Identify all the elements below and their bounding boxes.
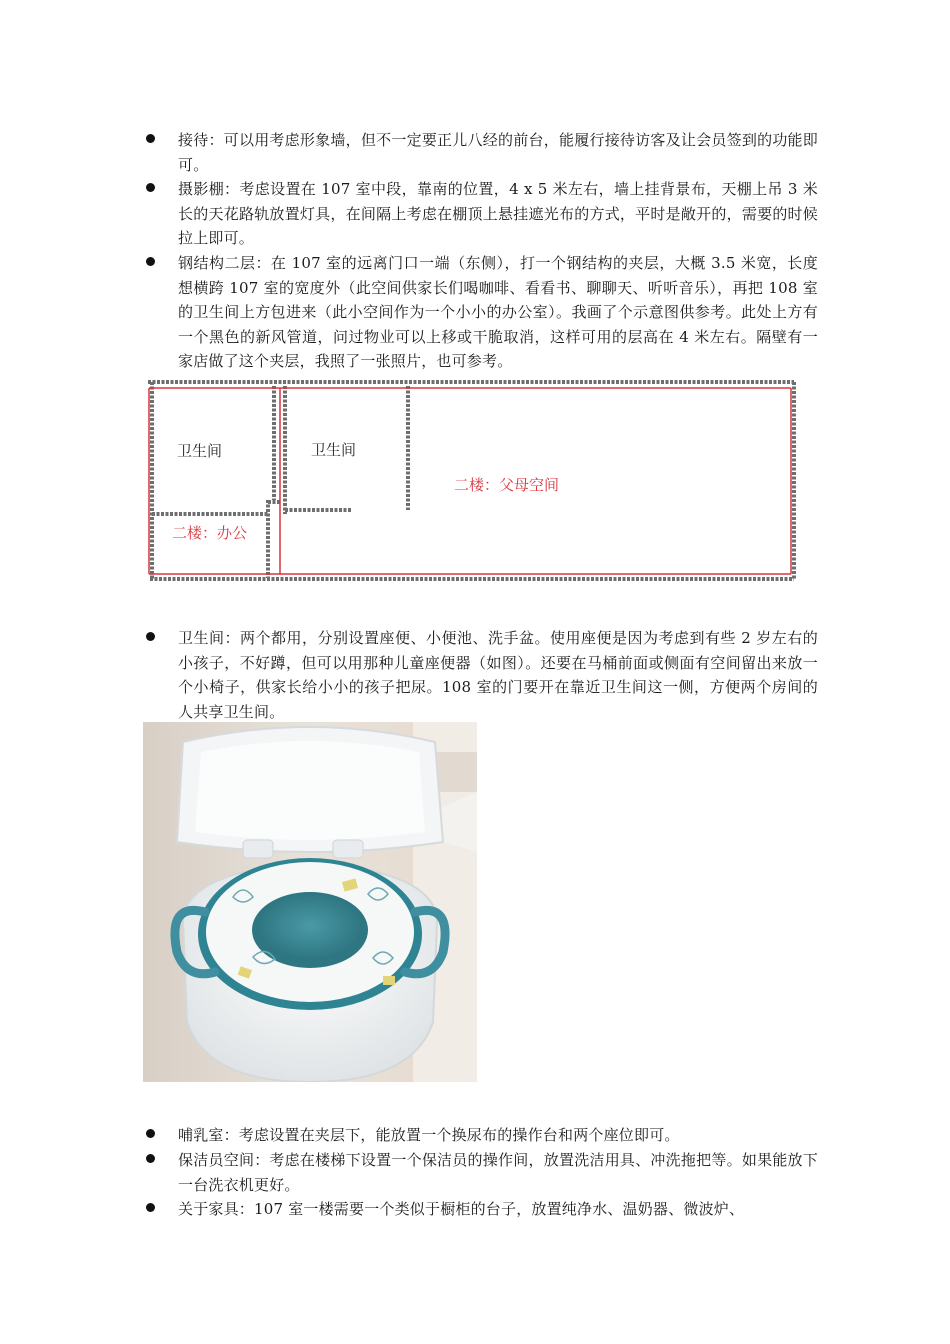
list-item-text: 哺乳室：考虑设置在夹层下，能放置一个换尿布的操作台和两个座位即可。	[178, 1126, 680, 1144]
bullet-icon	[146, 257, 155, 266]
label-bathroom-2: 卫生间	[311, 441, 357, 459]
label-parents-space: 二楼：父母空间	[454, 476, 560, 494]
list-item-furniture	[146, 1197, 818, 1222]
bullet-icon	[146, 134, 155, 143]
label-office: 二楼：办公	[172, 524, 248, 542]
list-item-text: 关于家具：107 室一楼需要一个类似于橱柜的台子，放置纯净水、温奶器、微波炉、	[178, 1200, 745, 1218]
toilet-seat-illustration	[143, 722, 477, 1082]
list-item-text: 摄影棚：考虑设置在 107 室中段，靠南的位置，4 x 5 米左右，墙上挂背景布，天棚上吊 3 米长的天花路轨放置灯具，在间隔上考虑在棚顶上悬挂遮光布的方式，平时是敞开的，需要的时候拉上即可。	[178, 180, 818, 247]
bullet-icon	[146, 632, 155, 641]
floor-plan-diagram	[146, 378, 798, 584]
list-item-text: 钢结构二层：在 107 室的远离门口一端（东侧），打一个钢结构的夹层，大概 3.5 米宽，长度想横跨 107 室的宽度外（此空间供家长们喝咖啡、看看书、聊聊天、听听音乐），再把 108 室的卫生间上方包进来（此小空间作为一个小小的办公室）。我画了个示意图供参考。此处上方有一个黑色的新风管道，问过物业可以上移或干脆取消，这样可用的层高在 4 米左右。隔壁有一家店做了这个夹层，我照了一张照片，也可参考。	[178, 254, 818, 370]
bullet-icon	[146, 1203, 155, 1212]
bullet-icon	[146, 1129, 155, 1138]
list-item-text: 接待：可以用考虑形象墙，但不一定要正儿八经的前台，能履行接待访客及让会员签到的功能即可。	[178, 131, 818, 174]
list-item-reception	[146, 128, 818, 177]
list-item-bathroom	[146, 626, 818, 724]
list-item-text: 卫生间：两个都用，分别设置座便、小便池、洗手盆。使用座便是因为考虑到有些 2 岁左右的小孩子，不好蹲，但可以用那种儿童座便器（如图）。还要在马桶前面或侧面有空间留出来放一个小椅子，供家长给小小的孩子把尿。108 室的门要开在靠近卫生间这一侧，方便两个房间的人共享卫生间。	[178, 629, 818, 721]
list-item-steel-mezzanine	[146, 251, 818, 374]
bullet-icon	[146, 183, 155, 192]
list-item-nursing-room	[146, 1123, 818, 1148]
bullet-icon	[146, 1154, 155, 1163]
list-item-photo-studio	[146, 177, 818, 251]
child-toilet-seat-photo	[143, 722, 477, 1082]
list-item-cleaner-space	[146, 1148, 818, 1197]
label-bathroom-1: 卫生间	[177, 442, 223, 460]
list-item-text: 保洁员空间：考虑在楼梯下设置一个保洁员的操作间，放置洗洁用具、冲洗拖把等。如果能放下一台洗衣机更好。	[178, 1151, 818, 1194]
